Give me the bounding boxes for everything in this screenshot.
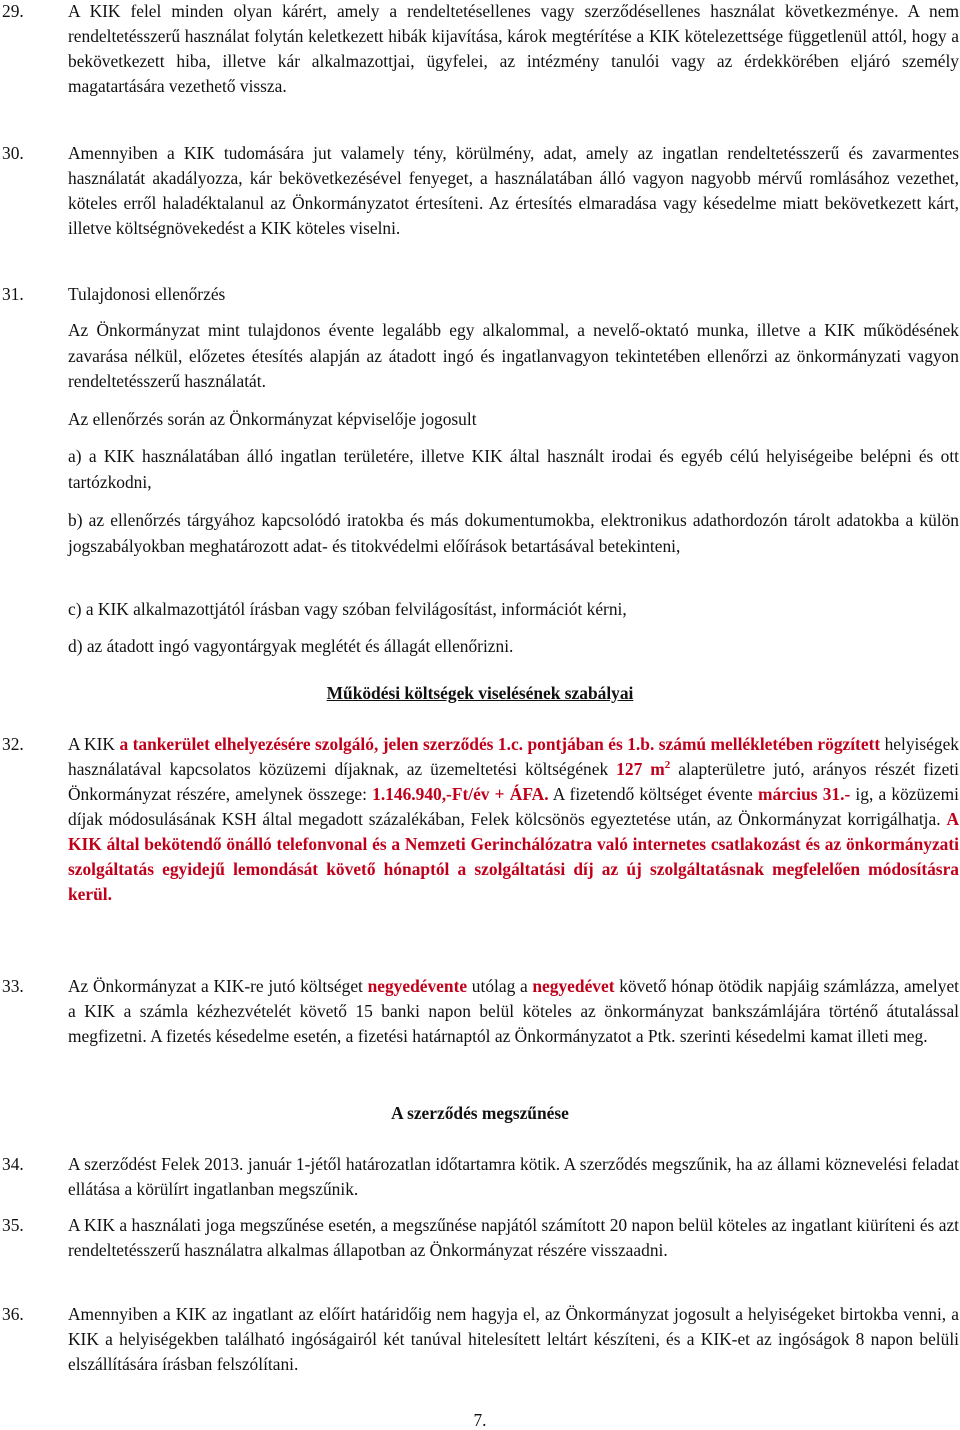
clause-number: 33. [2,976,24,996]
clause-number: 35. [2,1215,24,1235]
superscript: 2 [664,759,671,772]
highlighted-sentence: A KIK által bekötendő önálló telefonvonal és a Nemzeti Gerinchálózatra való internetes csatlakozást és az önkormányzati szolgáltatás egyidejű lemondását követő hónaptól a szolgáltatási díj az új szolgáltatásnak megfelelően módosításra kerül. [68,809,959,904]
text-run: A KIK [68,734,120,754]
text-run: követő hónap ötödik napjáig számlázza, amelyet a KIK a számla kézhezvételét követő 15 banki napon belül köteles az önkormányzat bankszámlájára történő átutalással megfizetni. A fizetés késedelme esetén, a fizetési határnaptól az Önkormányzatot a Ptk. szerinti késedelmi kamat illeti meg. [68,976,959,1046]
highlighted-area: 127 m [616,759,665,779]
page-number: 7. [473,1410,487,1430]
ownership-item-c: c) a KIK alkalmazottjától írásban vagy szóban felvilágosítást, információt kérni, [68,599,627,619]
text-run: A fizetendő költséget évente [548,784,758,804]
text-run: utólag a [467,976,533,996]
clause-text [68,732,959,907]
ownership-item-b: b) az ellenőrzés tárgyához kapcsolódó iratokba és más dokumentumokba, elektronikus adathordozón tárolt adatokba a külön jogszabályokban meghatározott adat- és titokvédelmi előírások betartásával betekinteni, [68,510,959,556]
section-heading-termination: A szerződés megszűnése [391,1103,569,1123]
clause-number: 30. [2,143,24,163]
text-run: helyiségek használatával kapcsolatos közüzemi díjaknak, az üzemeltetési költségének [68,734,959,779]
clause-text: A KIK a használati joga megszűnése esetén, a megszűnése napjától számított 20 napon belül köteles az ingatlant kiüríteni és azt rendeltetésszerű használatra alkalmas állapotban az Önkormányzat részére visszaadni. [68,1215,959,1260]
ownership-item-d: d) az átadott ingó vagyontárgyak meglétét és állagát ellenőrizni. [68,636,514,656]
clause-number: 32. [2,734,24,754]
clause-title: Tulajdonosi ellenőrzés [68,284,226,304]
clause-text: A KIK felel minden olyan kárért, amely a rendeltetésellenes vagy szerződésellenes használat következménye. A nem rendeltetésszerű használat folytán keletkezett hibák kijavítása, károk megtérítése a KIK kötelezettsége függetlenül attól, hogy a bekövetkezett hiba, illetve kár alkalmazottjai, ügyfelei, az intézmény tanulói vagy az érdekkörében eljáró személy magatartására vezethető vissza. [68,1,959,96]
highlighted-amount: 1.146.940,-Ft/év + ÁFA. [372,784,549,804]
text-run: ig, a közüzemi díjak módosulásának KSH által megadott százalékában, Felek kölcsönös egyeztetése után, az Önkormányzat korrigálhatja. [68,784,959,829]
clause-text: Amennyiben a KIK az ingatlant az előírt határidőig nem hagyja el, az Önkormányzat jogosult a helyiségeket birtokba venni, a KIK a helyiségekben található ingóságairól két tanúval hitelesített leltárt készíteni, és a KIK-et az ingóságok 8 napon belüli elszállítására írásban felszólítani. [68,1304,959,1374]
clause-number: 29. [2,1,24,21]
highlighted-text: negyedévente [367,976,468,996]
clause-number: 34. [2,1154,24,1174]
text-run: alapterületre jutó, arányos részét fizeti Önkormányzat részére, amelynek összege: [68,759,960,804]
ownership-paragraph-2: Az ellenőrzés során az Önkormányzat képviselője jogosult [68,409,477,429]
text-run: Az Önkormányzat a KIK-re jutó költséget [68,976,368,996]
highlighted-date: március 31.- [757,784,851,804]
clause-text: Amennyiben a KIK tudomására jut valamely tény, körülmény, adat, amely az ingatlan rendeltetésszerű és zavarmentes használatát akadályozza, kár bekövetkezésével fenyeget, a használatában álló vagyon nagyobb mérvű romlásához vezethet, köteles erről haladéktalanul az Önkormányzatot értesíteni. Az értesítés elmaradása vagy késedelme miatt bekövetkezett kárt, illetve költségnövekedést a KIK köteles viselni. [68,143,959,238]
clause-text: A szerződést Felek 2013. január 1-jétől határozatlan időtartamra kötik. A szerződés megszűnik, ha az állami köznevelési feladat ellátása a körülírt ingatlanban megszűnik. [68,1154,959,1199]
section-heading-costs: Működési költségek viselésének szabályai [326,683,634,703]
clause-number: 31. [2,284,24,304]
highlighted-text: a tankerület elhelyezésére szolgáló, jelen szerződés 1.c. pontjában és 1.b. számú mellékletében rögzített [119,734,881,754]
highlighted-text: negyedévet [532,976,615,996]
clause-number: 36. [2,1304,24,1324]
ownership-paragraph-1: Az Önkormányzat mint tulajdonos évente legalább egy alkalommal, a nevelő-oktató munka, illetve a KIK működésének zavarása nélkül, előzetes étesítés alapján az átadott ingó és ingatlanvagyon tekintetében ellenőrzi az önkormányzati vagyon rendeltetésszerű használatát. [68,320,959,391]
ownership-item-a: a) a KIK használatában álló ingatlan területére, illetve KIK által használt irodai és egyéb célú helyiségeibe belépni és ott tartózkodni, [68,446,959,492]
clause-text [68,974,959,1049]
